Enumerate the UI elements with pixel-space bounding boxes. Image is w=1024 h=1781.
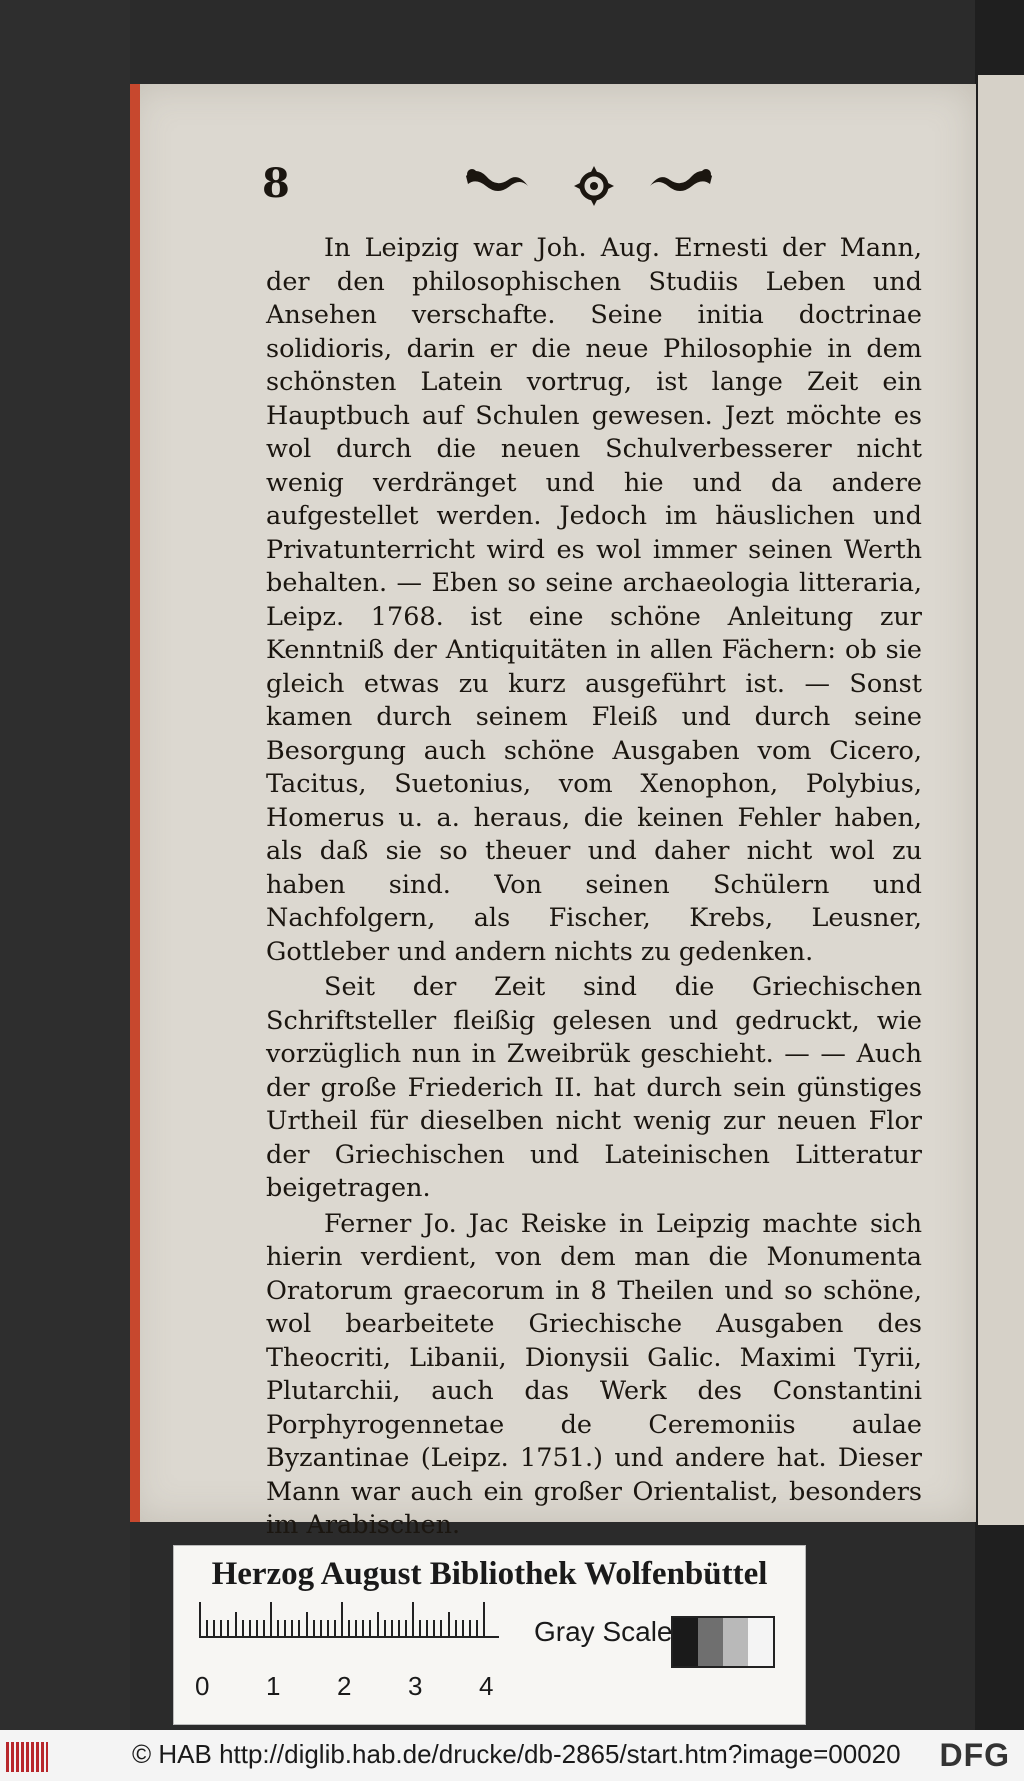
ruler-tick xyxy=(412,1602,414,1638)
ruler-tick xyxy=(277,1620,279,1638)
ruler-tick xyxy=(348,1620,350,1638)
ruler-tick xyxy=(199,1602,201,1638)
library-name: Herzog August Bibliothek Wolfenbüttel xyxy=(211,1556,768,1592)
ruler-tick xyxy=(476,1620,478,1638)
ruler-tick xyxy=(483,1602,485,1638)
paragraph-reiske: Ferner Jo. Jac Reiske in Leipzig machte sich hierin verdient, von dem man die Monumenta Oratorum graecorum in 8 Theilen und so schöne, wol bearbeitete Griechische Ausgaben des Theocriti, Libanii, Dionysii Galic. Maximi Tyrii, Plutarchii, auch das Werk des Constantini Porphyrogennetae de Ceremoniis aulae Byzantinae (Leipz. 1751.) und andere hat. Dieser Mann war auch ein großer Orientalist, besonders im Arabischen. xyxy=(266,1208,922,1540)
ruler-tick xyxy=(263,1620,265,1638)
ruler-tick xyxy=(341,1602,343,1638)
ruler-tick xyxy=(469,1620,471,1638)
ruler-tick xyxy=(298,1620,300,1638)
page-body-text xyxy=(266,232,922,1543)
ruler-tick xyxy=(313,1620,315,1638)
center-ornament-icon xyxy=(572,164,616,208)
ruler-tick xyxy=(327,1620,329,1638)
swatch-white xyxy=(748,1618,773,1666)
ruler-tick xyxy=(270,1602,272,1638)
ruler-label-4: 4 xyxy=(479,1671,494,1701)
ruler-tick xyxy=(213,1620,215,1638)
adjacent-page-edge xyxy=(978,75,1024,1525)
gray-scale-label: Gray Scale xyxy=(534,1616,673,1647)
barcode-icon xyxy=(6,1742,48,1772)
ruler-tick xyxy=(455,1620,457,1638)
page-header xyxy=(262,160,902,210)
red-page-edge xyxy=(130,84,140,1522)
ruler-tick xyxy=(206,1620,208,1638)
ruler-label-3: 3 xyxy=(408,1671,423,1701)
ruler-label-1: 1 xyxy=(266,1671,281,1701)
ruler-tick xyxy=(306,1612,308,1638)
paragraph-greek-writers: Seit der Zeit sind die Griechischen Schriftsteller fleißig gelesen und gedruckt, wie vorzüglich nun in Zweibrük geschieht. — — Auch der große Friederich II. hat durch sein günstiges Urtheil für dieselben nicht wenig zur neuen Flor der Griechischen und Lateinischen Litteratur beigetragen. xyxy=(266,972,922,1203)
ruler-tick xyxy=(362,1620,364,1638)
ruler-tick xyxy=(433,1620,435,1638)
ruler-tick xyxy=(235,1612,237,1638)
paragraph-ernesti: In Leipzig war Joh. Aug. Ernesti der Mann, der den philosophischen Studiis Leben und Ansehen verschafte. Seine initia doctrinae solidioris, darin er die neue Philosophie in dem schönsten Latein vortrug, ist lange Zeit ein Hauptbuch auf Schulen gewesen. Jezt möchte es wol durch die neuen Schulverbesserer nicht wenig verdränget und hie und da andere aufgestellet werden. Jedoch im häuslichen und Privatunterricht wird es wol immer seinen Werth behalten. — Eben so seine archaeologia litteraria, Leipz. 1768. ist eine schöne Anleitung zur Kenntniß der Antiquitäten in allen Fächern: ob sie gleich etwas zu kurz ausgeführt ist. — Sonst kamen durch seinem Fleiß und durch seine Besorgung auch schöne Ausgaben vom Cicero, Tacitus, Suetonius, vom Xenophon, Polybius, Homerus u. a. heraus, die keinen Fehler haben, als daß sie so theuer und daher nicht wol zu haben sind. Von seinen Schülern und Nachfolgern, als Fischer, Krebs, Leusner, Gottleber und andern nichts zu gedenken. xyxy=(266,233,922,967)
dfg-logo: DFG xyxy=(939,1737,1010,1773)
ruler-tick xyxy=(320,1620,322,1638)
ruler-tick xyxy=(398,1620,400,1638)
ruler-tick xyxy=(355,1620,357,1638)
ruler-tick xyxy=(220,1620,222,1638)
right-ornament-icon xyxy=(646,164,716,202)
footer-citation-link[interactable]: © HAB http://diglib.hab.de/drucke/db-2865/start.htm?image=00020 xyxy=(132,1739,901,1769)
ruler-tick xyxy=(249,1620,251,1638)
ruler-tick xyxy=(462,1620,464,1638)
swatch-light-gray xyxy=(723,1618,748,1666)
page-number: 8 xyxy=(262,160,290,207)
ruler-tick xyxy=(284,1620,286,1638)
ruler-tick xyxy=(419,1620,421,1638)
ruler-tick xyxy=(426,1620,428,1638)
ruler-tick xyxy=(391,1620,393,1638)
ruler-tick xyxy=(242,1620,244,1638)
scan-background-left xyxy=(0,0,130,1730)
gray-scale-swatches xyxy=(671,1616,775,1668)
ruler-tick xyxy=(369,1620,371,1638)
ruler-tick xyxy=(256,1620,258,1638)
ruler-label-0: 0 xyxy=(195,1671,210,1701)
ruler-tick xyxy=(291,1620,293,1638)
footer-bar xyxy=(0,1730,1024,1781)
ruler-tick xyxy=(440,1620,442,1638)
ruler-tick xyxy=(448,1612,450,1638)
ruler-tick xyxy=(384,1620,386,1638)
ruler-tick xyxy=(405,1620,407,1638)
ruler-label-2: 2 xyxy=(337,1671,352,1701)
ruler-tick xyxy=(377,1612,379,1638)
ruler-tick xyxy=(334,1620,336,1638)
left-ornament-icon xyxy=(462,164,532,202)
color-calibration-strip xyxy=(173,1545,806,1725)
swatch-black xyxy=(673,1618,698,1666)
swatch-dark-gray xyxy=(698,1618,723,1666)
ruler-tick xyxy=(227,1620,229,1638)
